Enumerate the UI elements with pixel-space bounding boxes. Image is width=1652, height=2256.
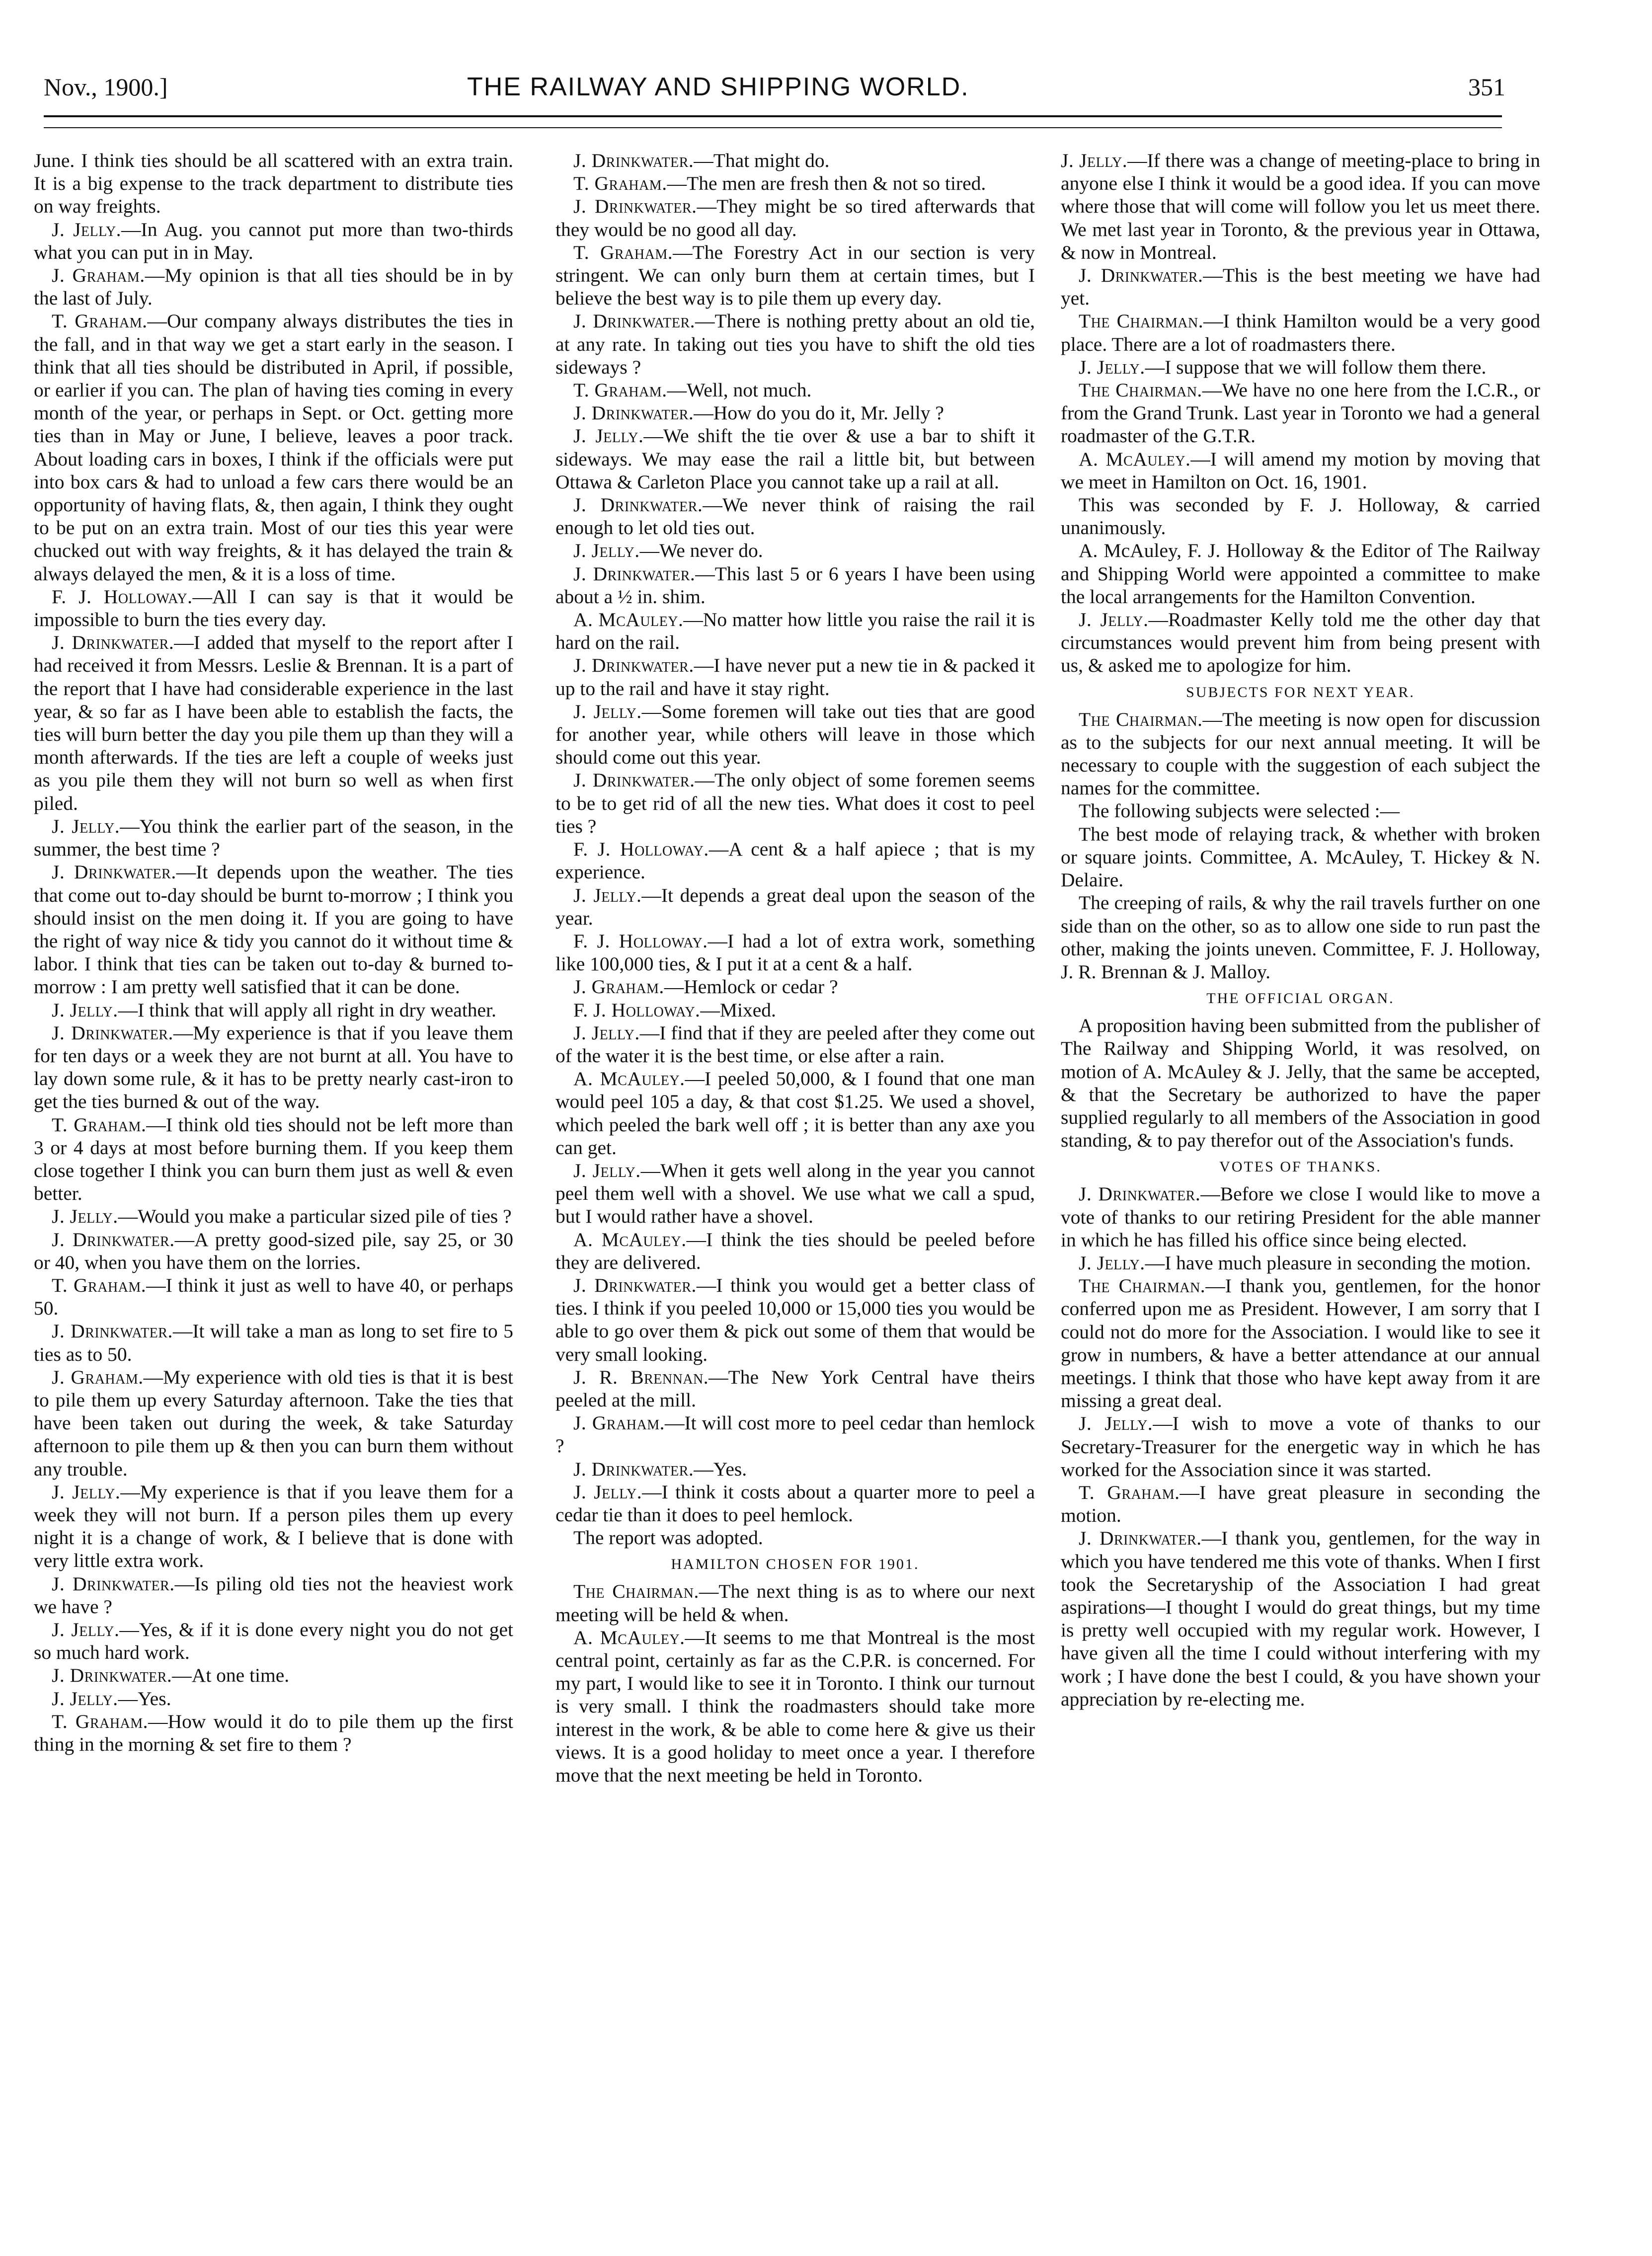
speaker-name: J. Jelly. <box>573 884 642 906</box>
paragraph-text: —Is piling old ties not the heaviest work we have ? <box>34 1572 513 1618</box>
speaker-name: J. Drinkwater. <box>573 1274 697 1296</box>
paragraph-text: This was seconded by F. J. Holloway, & carried unanimously. <box>1061 494 1540 539</box>
speaker-name: The Chairman. <box>573 1580 699 1603</box>
column-1 <box>34 149 513 2216</box>
header-rule-thin <box>44 127 1502 128</box>
speaker-name: J. Drinkwater. <box>573 494 703 516</box>
paragraph <box>555 1228 1035 1274</box>
paragraph <box>555 195 1035 240</box>
speaker-name: J. Jelly. <box>52 1619 120 1640</box>
speaker-name: J. Drinkwater. <box>52 631 174 654</box>
paragraph <box>34 860 513 998</box>
paragraph-text: The following subjects were selected :— <box>1079 800 1400 822</box>
speaker-name: The Chairman. <box>1079 310 1204 332</box>
paragraph <box>555 1366 1035 1411</box>
paragraph <box>1061 264 1540 310</box>
paragraph <box>1061 310 1540 355</box>
paragraph <box>1061 149 1540 264</box>
speaker-name: J. Drinkwater. <box>573 195 697 218</box>
paragraph <box>34 1687 513 1710</box>
paragraph <box>34 1710 513 1756</box>
speaker-name: The Chairman. <box>1079 379 1202 401</box>
paragraph <box>34 1366 513 1480</box>
paragraph-text: —A pretty good-sized pile, say 25, or 30 or 40, when you have them on the lorries. <box>34 1228 513 1273</box>
paragraph <box>555 1021 1035 1067</box>
paragraph <box>1061 356 1540 379</box>
speaker-name: J. Jelly. <box>52 1687 118 1710</box>
paragraph <box>34 999 513 1021</box>
paragraph <box>555 1274 1035 1366</box>
paragraph <box>1061 799 1540 822</box>
paragraph <box>1061 891 1540 983</box>
paragraph-text: —When it gets well along in the year you cannot peel them well with a shovel. We use what we call a spud, but I would rather have a shovel. <box>555 1159 1035 1228</box>
paragraph <box>34 1274 513 1320</box>
speaker-name: A. McAuley. <box>1079 448 1191 470</box>
paragraph-text: —We have no one here from the I.C.R., or from the Grand Trunk. Last year in Toronto we had a general roadmaster of the G.T.R. <box>1061 379 1540 447</box>
paragraph <box>555 608 1035 654</box>
paragraph-text: A proposition having been submitted from the publisher of The Railway and Shipping World, it was resolved, on motion of A. McAuley & J. Jelly, that the same be accepted, & that the Secretary be authorized to have the paper supplied regularly to all members of the Association in good standing, & to pay therefor out of the Association's funds. <box>1061 1014 1540 1152</box>
speaker-name: T. Graham. <box>52 1113 147 1136</box>
paragraph-text: —You think the earlier part of the season, in the summer, the best time ? <box>34 815 513 860</box>
paragraph <box>34 149 513 218</box>
paragraph <box>1061 823 1540 892</box>
speaker-name: J. Jelly. <box>573 1480 642 1503</box>
speaker-name: J. Graham. <box>52 264 145 287</box>
paragraph <box>555 930 1035 975</box>
paragraph-text: —My experience is that if you leave them for a week they will not burn. If a person piles them up every night it is a change of work, & I believe that is done with very little extra work. <box>34 1480 513 1572</box>
section-heading: HAMILTON CHOSEN FOR 1901. <box>671 1556 920 1573</box>
paragraph <box>555 975 1035 998</box>
paragraph-text: —A cent & a half apiece ; that is my experience. <box>555 838 1035 883</box>
paragraph-text: —It will take a man as long to set fire to 5 ties as to 50. <box>34 1320 513 1365</box>
speaker-name: T. Graham. <box>52 1710 149 1732</box>
speaker-name: J. Graham. <box>573 976 664 998</box>
speaker-name: J. Graham. <box>52 1366 144 1388</box>
paragraph-text: —The New York Central have theirs peeled at the mill. <box>555 1366 1035 1411</box>
paragraph <box>34 1228 513 1274</box>
paragraph-text: —My experience with old ties is that it is best to pile them up every Saturday afternoon. Take the ties that have been taken out during the week, & take Saturday afternoon to pile them up & then you can burn them without any trouble. <box>34 1366 513 1480</box>
paragraph <box>34 631 513 815</box>
speaker-name: T. Graham. <box>573 379 667 401</box>
paragraph <box>1061 1274 1540 1412</box>
column-3 <box>1061 149 1540 2216</box>
speaker-name: J. Jelly. <box>52 1480 121 1503</box>
speaker-name: J. Jelly. <box>1061 150 1128 171</box>
paragraph <box>34 218 513 264</box>
paragraph-text: —Yes. <box>118 1687 171 1710</box>
section-heading: THE OFFICIAL ORGAN. <box>1206 990 1395 1007</box>
paragraph-text: —We shift the tie over & use a bar to shift it sideways. We may ease the rail a little bit, but between Ottawa & Carleton Place you cannot take up a rail at all. <box>555 425 1035 493</box>
speaker-name: J. Drinkwater. <box>573 654 694 677</box>
paragraph-text: —Mixed. <box>700 999 776 1021</box>
speaker-name: J. Jelly. <box>52 999 118 1021</box>
paragraph-text: —Hemlock or cedar ? <box>664 976 838 998</box>
paragraph <box>34 1618 513 1664</box>
paragraph-text: —Yes, & if it is done every night you do not get so much hard work. <box>34 1619 513 1664</box>
paragraph-text: —Before we close I would like to move a vote of thanks to our retiring President for the able manner in which he has filled his office since being elected. <box>1061 1183 1540 1251</box>
paragraph-text: —It seems to me that Montreal is the most central point, certainly as far as the C.P.R. is concerned. For my part, I would like to see it in Toronto. I think our turnout is very small. I think the roadmasters should take more interest in the work, & be able to come here & give us their views. It is a good holiday to meet once a year. I therefore move that the next meeting be held in Toronto. <box>555 1626 1035 1787</box>
paragraph <box>555 1580 1035 1626</box>
paragraph-text: —I think the ties should be peeled before they are delivered. <box>555 1228 1035 1273</box>
speaker-name: J. Drinkwater. <box>1079 264 1203 287</box>
paragraph-text: —My opinion is that all ties should be in by the last of July. <box>34 264 513 310</box>
speaker-name: T. Graham. <box>1079 1481 1180 1503</box>
column-2 <box>555 149 1035 2216</box>
paragraph-text: —I think Hamilton would be a very good place. There are a lot of roadmasters there. <box>1061 310 1540 355</box>
speaker-name: J. Drinkwater. <box>1079 1183 1201 1205</box>
paragraph-text: —I have never put a new tie in & packed it up to the rail and have it stay right. <box>555 654 1035 700</box>
paragraph <box>1061 539 1540 608</box>
speaker-name: J. Drinkwater. <box>52 1021 173 1044</box>
speaker-name: J. Drinkwater. <box>573 150 694 171</box>
paragraph <box>555 539 1035 562</box>
paragraph <box>555 1480 1035 1526</box>
speaker-name: F. J. Holloway. <box>573 999 701 1021</box>
speaker-name: A. McAuley. <box>573 1228 687 1250</box>
publication-title: THE RAILWAY AND SHIPPING WORLD. <box>467 73 969 101</box>
speaker-name: J. Jelly. <box>52 218 122 240</box>
speaker-name: F. J. Holloway. <box>573 838 709 860</box>
speaker-name: J. Drinkwater. <box>52 1572 175 1595</box>
paragraph <box>555 1626 1035 1787</box>
paragraph <box>555 1067 1035 1159</box>
paragraph <box>555 562 1035 608</box>
paragraph <box>555 172 1035 195</box>
paragraph-text: —The meeting is now open for discussion as to the subjects for our next annual meeting. It will be necessary to couple with the suggestion of each subject the names for the committee. <box>1061 708 1540 799</box>
speaker-name: The Chairman. <box>1079 708 1203 730</box>
paragraph <box>34 585 513 631</box>
paragraph-text: —This last 5 or 6 years I have been using about a ½ in. shim. <box>555 562 1035 608</box>
paragraph <box>1061 1251 1540 1274</box>
paragraph-text: —The men are fresh then & not so tired. <box>667 172 986 195</box>
paragraph <box>555 149 1035 172</box>
paragraph-text: —Our company always distributes the ties in the fall, and in that way we get a start early in the season. I think that all ties should be distributed in April, if possible, or earlier if you can. The plan of having ties coming in every month of the year, or perhaps in Sept. or Oct. getting more ties than in May or June, I believe, leaves a poor track. About loading cars in boxes, I think if the officials were put into box cars & had to unload a few cars there would be an opportunity of having flats, &, then again, I think they ought to be put on an extra train. Most of our ties this year were chucked out with way freights, & it has delayed the train & always delayed the men, & it is a loss of time. <box>34 310 513 585</box>
speaker-name: J. Jelly. <box>1079 1412 1153 1435</box>
paragraph-text: —I have much pleasure in seconding the motion. <box>1145 1251 1531 1274</box>
paragraph-text: —I think it just as well to have 40, or perhaps 50. <box>34 1274 513 1320</box>
paragraph-text: —I have great pleasure in seconding the motion. <box>1061 1481 1540 1527</box>
section-heading: VOTES OF THANKS. <box>1219 1159 1382 1175</box>
paragraph-text: —The Forestry Act in our section is very stringent. We can only burn them at certain times, but I believe the best way is to pile them up every day. <box>555 241 1035 310</box>
paragraph <box>555 1411 1035 1457</box>
speaker-name: F. J. Holloway. <box>52 585 193 608</box>
speaker-name: A. McAuley. <box>573 1626 685 1648</box>
paragraph <box>34 1113 513 1205</box>
header-rule-thick <box>44 115 1502 117</box>
paragraph <box>34 815 513 860</box>
paragraph-text: The report was adopted. <box>573 1527 763 1549</box>
paragraph-text: —I think old ties should not be left more than 3 or 4 days at most before burning them. If you keep them close together I think you can burn them just as well & even better. <box>34 1113 513 1205</box>
paragraph-text: —This is the best meeting we have had yet. <box>1061 264 1540 310</box>
paragraph-text: —Well, not much. <box>667 379 812 401</box>
paragraph <box>1061 1527 1540 1711</box>
paragraph <box>555 241 1035 310</box>
paragraph <box>555 379 1035 401</box>
paragraph <box>34 1320 513 1365</box>
speaker-name: J. Graham. <box>573 1412 665 1434</box>
paragraph-text: —The only object of some foremen seems to be to get rid of all the new ties. What does it cost to peel ties ? <box>555 769 1035 837</box>
paragraph <box>555 424 1035 493</box>
paragraph-text: —Some foremen will take out ties that are good for another year, while others will leave in those which should come out this year. <box>555 700 1035 769</box>
paragraph <box>555 838 1035 883</box>
paragraph-text: —In Aug. you cannot put more than two-thirds what you can put in in May. <box>34 218 513 263</box>
speaker-name: J. Drinkwater. <box>573 402 694 424</box>
paragraph <box>555 401 1035 424</box>
paragraph <box>1061 1412 1540 1481</box>
paragraph-text: —I had a lot of extra work, something like 100,000 ties, & I put it at a cent & a half. <box>555 930 1035 975</box>
speaker-name: J. Jelly. <box>573 700 642 722</box>
speaker-name: T. Graham. <box>52 1274 147 1296</box>
paragraph-text: —I think you would get a better class of ties. I think if you peeled 10,000 or 15,000 ties you would be able to go over them & pick out some of them that would be very small looking. <box>555 1274 1035 1365</box>
speaker-name: J. Jelly. <box>573 540 640 562</box>
paragraph-text: —I think it costs about a quarter more to peel a cedar tie than it does to peel hemlock. <box>555 1480 1035 1526</box>
paragraph <box>555 884 1035 930</box>
paragraph <box>34 1664 513 1687</box>
paragraph <box>555 654 1035 700</box>
paragraph-text: —We never do. <box>639 540 763 562</box>
paragraph <box>34 1572 513 1618</box>
paragraph-text: —I thank you, gentlemen, for the way in which you have tendered me this vote of thanks. When I first took the Secretaryship of the Association I had great aspirations—I thought I would do great things, but my time is pretty well occupied with my regular work. However, I have given all the time I could without interfering with my work ; I have done the best I could, & you have shown your appreciation by re-electing me. <box>1061 1527 1540 1710</box>
paragraph-text: The best mode of relaying track, & whether with broken or square joints. Committee, A. McAuley, T. Hickey & N. Delaire. <box>1061 823 1540 891</box>
paragraph <box>34 1205 513 1228</box>
speaker-name: J. Jelly. <box>573 1159 641 1181</box>
paragraph-text: —All I can say is that it would be impossible to burn the ties every day. <box>34 585 513 631</box>
speaker-name: J. Jelly. <box>1079 356 1145 378</box>
paragraph-text: —We never think of raising the rail enough to let old ties out. <box>555 494 1035 539</box>
paragraph-text: —At one time. <box>172 1664 290 1687</box>
speaker-name: T. Graham. <box>573 241 673 263</box>
paragraph-text: —I find that if they are peeled after they come out of the water it is the best time, or else after a rain. <box>555 1021 1035 1067</box>
speaker-name: A. McAuley. <box>573 1068 685 1090</box>
paragraph-text: —I thank you, gentlemen, for the honor conferred upon me as President. However, I am sorry that I could not do more for the Association. I would like to see it grow in numbers, & have a better attendance at our annual meetings. I think that those who have kept away from it are missing a great deal. <box>1061 1275 1540 1412</box>
issue-date: Nov., 1900.] <box>44 73 168 101</box>
paragraph <box>34 1480 513 1572</box>
page-number: 351 <box>1468 73 1505 101</box>
speaker-name: J. Jelly. <box>1079 1251 1145 1274</box>
paragraph-text: —That might do. <box>694 150 830 171</box>
speaker-name: J. Drinkwater. <box>52 861 176 883</box>
paragraph <box>1061 1014 1540 1152</box>
paragraph <box>34 1021 513 1113</box>
speaker-name: J. Jelly. <box>52 815 120 837</box>
section-heading: SUBJECTS FOR NEXT YEAR. <box>1186 684 1415 700</box>
paragraph <box>1061 1481 1540 1527</box>
speaker-name: J. Drinkwater. <box>52 1228 175 1250</box>
paragraph-text: —I suppose that we will follow them there. <box>1145 356 1487 378</box>
paragraph-text: —I peeled 50,000, & I found that one man would peel 105 a day, & that cost $1.25. We used a shovel, which peeled the bark well off ; it is better than any axe you can get. <box>555 1068 1035 1159</box>
paragraph-text: —If there was a change of meeting-place to bring in anyone else I think it would be a good idea. If you can move where those that will come will follow you let us meet there. We met last year in Toronto, & the previous year in Ottawa, & now in Montreal. <box>1061 150 1540 263</box>
speaker-name: A. McAuley. <box>573 609 684 631</box>
paragraph <box>555 1458 1035 1480</box>
paragraph <box>1061 448 1540 493</box>
paragraph <box>1061 493 1540 539</box>
paragraph <box>555 700 1035 769</box>
paragraph-text: —How do you do it, Mr. Jelly ? <box>694 402 944 424</box>
speaker-name: J. Jelly. <box>52 1205 118 1228</box>
paragraph <box>1061 379 1540 448</box>
paragraph <box>1061 708 1540 800</box>
paragraph <box>555 493 1035 539</box>
paragraph-text: —I added that myself to the report after I had received it from Messrs. Leslie & Brennan. It is a part of the report that I have had considerable experience in the last year, & so far as I have been able to establish the facts, the ties will burn better the day you pile them up than they will a month afterwards. If the ties are left a couple of weeks just as you pile them they will not burn so well as when first piled. <box>34 631 513 814</box>
paragraph <box>34 310 513 585</box>
paragraph-text: —No matter how little you raise the rail it is hard on the rail. <box>555 609 1035 654</box>
speaker-name: J. Drinkwater. <box>573 310 696 332</box>
speaker-name: J. Drinkwater. <box>1079 1527 1202 1550</box>
paragraph-text: —My experience is that if you leave them for ten days or a week they are not burnt at all. You have to lay down some rule, & it has to be pretty nearly cast-iron to get the ties burned & out of the way. <box>34 1021 513 1113</box>
paragraph-text: —Roadmaster Kelly told me the other day that circumstances would prevent him from being present with us, & asked me to apologize for him. <box>1061 609 1540 677</box>
paragraph-text: —How would it do to pile them up the first thing in the morning & set fire to them ? <box>34 1710 513 1756</box>
paragraph-text: —Yes. <box>694 1458 747 1480</box>
speaker-name: J. Drinkwater. <box>573 769 695 791</box>
paragraph-text: The creeping of rails, & why the rail travels further on one side than on the other, so as to allow one side to run past the other, making the joints uneven. Committee, F. J. Holloway, J. R. Brennan & J. Malloy. <box>1061 892 1540 983</box>
speaker-name: J. Jelly. <box>573 425 644 447</box>
paragraph <box>555 769 1035 838</box>
paragraph-text: —I think that will apply all right in dry weather. <box>118 999 496 1021</box>
paragraph-text: —The next thing is as to where our next meeting will be held & when. <box>555 1580 1035 1626</box>
paragraph <box>555 310 1035 379</box>
speaker-name: J. Drinkwater. <box>573 1458 694 1480</box>
speaker-name: J. Drinkwater. <box>52 1664 172 1687</box>
paragraph <box>555 1159 1035 1228</box>
speaker-name: F. J. Holloway. <box>573 930 708 952</box>
paragraph-text: —It will cost more to peel cedar than hemlock ? <box>555 1412 1035 1457</box>
speaker-name: J. Drinkwater. <box>573 562 696 585</box>
paragraph <box>555 999 1035 1021</box>
speaker-name: J. Jelly. <box>573 1021 640 1044</box>
speaker-name: J. Jelly. <box>1079 609 1149 631</box>
paragraph <box>34 264 513 310</box>
speaker-name: J. R. Brennan. <box>573 1366 709 1388</box>
speaker-name: J. Drinkwater. <box>52 1320 173 1342</box>
speaker-name: T. Graham. <box>52 310 148 332</box>
speaker-name: T. Graham. <box>573 172 667 195</box>
paragraph-text: —They might be so tired afterwards that they would be no good all day. <box>555 195 1035 240</box>
paragraph-text: June. I think ties should be all scattered with an extra train. It is a big expense to the track department to distribute ties on way freights. <box>34 150 513 218</box>
paragraph-text: —There is nothing pretty about an old tie, at any rate. In taking out ties you have to shift the old ties sideways ? <box>555 310 1035 378</box>
paragraph <box>1061 1182 1540 1251</box>
speaker-name: The Chairman. <box>1079 1275 1206 1297</box>
paragraph <box>1061 608 1540 677</box>
paragraph-text: A. McAuley, F. J. Holloway & the Editor of The Railway and Shipping World were appointed a committee to make the local arrangements for the Hamilton Convention. <box>1061 540 1540 608</box>
paragraph-text: —Would you make a particular sized pile of ties ? <box>118 1205 512 1228</box>
paragraph-text: —I will amend my motion by moving that we meet in Hamilton on Oct. 16, 1901. <box>1061 448 1540 493</box>
paragraph-text: —I wish to move a vote of thanks to our Secretary-Treasurer for the energetic way in which he has worked for the Association since it was started. <box>1061 1412 1540 1480</box>
paragraph-text: —It depends a great deal upon the season of the year. <box>555 884 1035 929</box>
paragraph <box>555 1526 1035 1549</box>
paragraph-text: —It depends upon the weather. The ties that come out to-day should be burnt to-morrow ; I think you should insist on the men doing it. If you are going to have the right of way nice & tidy you cannot do it without time & labor. I think that ties can be taken out to-day & burned to-morrow : I am pretty well satisfied that it can be done. <box>34 861 513 998</box>
